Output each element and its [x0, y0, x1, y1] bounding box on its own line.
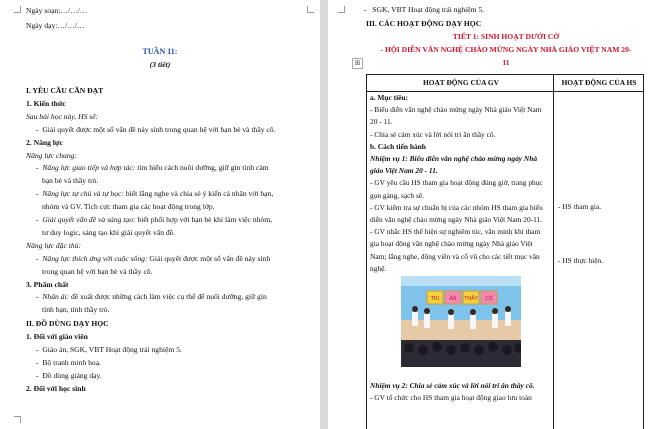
- list-item-text: tìm hiểu cách nuôi dưỡng, giữ gìn tình cảm: [135, 163, 269, 172]
- list-item: - Đồ dùng giảng dạy.: [36, 371, 102, 380]
- list-item-text: Giải quyết được một số vấn đề nảy sinh: [147, 254, 271, 263]
- gv-line: gia hoạt động văn nghệ chào mừng ngày Nhà giáo Việt: [370, 239, 533, 248]
- periods-label: (3 tiết): [149, 60, 171, 69]
- list-item-continuation: trong quan hệ với bạn bè và thầy cô.: [42, 267, 153, 276]
- gv-line: Nam; lắng nghe, động viên và cổ vũ cho các tiết mục văn: [370, 252, 540, 261]
- list-item-text: biết phối hợp với bạn bè khi làm việc nhóm,: [135, 215, 273, 224]
- margin-corner-mark: [14, 6, 21, 13]
- gv-line: - Chia sẻ cảm xúc và lời nói tri ân thầy cô.: [370, 130, 496, 139]
- table-move-handle[interactable]: ⊞: [352, 58, 363, 69]
- gv-line: nghệ.: [370, 264, 387, 273]
- table-header-cell: [367, 75, 554, 92]
- banner-letter: CÔ: [485, 296, 493, 302]
- list-item-lead: Nhân ái:: [42, 292, 70, 301]
- list-item-lead: Năng lực giao tiếp và hợp tác:: [42, 163, 136, 172]
- gv-line: diễn văn nghệ chào mừng ngày Nhà giáo Việt Nam 20-11.: [370, 215, 543, 224]
- gv-line: giáo Việt Nam 20 - 11.: [370, 166, 438, 175]
- top-bullet-text: SGK, VBT Hoạt động trải nghiệm 5.: [372, 5, 485, 14]
- list-item-text: đề xuất được những cách làm việc cụ thể để nuôi dưỡng, giữ gìn: [69, 292, 267, 301]
- gv-line: - GV nhắc HS thể hiện sự nghiêm túc, văn minh khi tham: [370, 227, 541, 236]
- list-item: - Năng lực thích ứng với cuộc sống: Giải quyết được một số vấn đề nảy sinh: [36, 254, 271, 263]
- section-heading: III. CÁC HOẠT ĐỘNG DẠY HỌC: [366, 19, 482, 28]
- list-item: - Giải quyết được một số vấn đề nảy sinh trong quan hệ với bạn bè và thầy cô.: [36, 125, 276, 134]
- list-item-text: biết lắng nghe và chia sẻ ý kiến cá nhân với bạn,: [123, 189, 274, 198]
- italic-label: Năng lực chung:: [26, 151, 77, 160]
- gv-line: - GV tổ chức cho HS tham gia hoạt động giao lưu toàn: [370, 393, 532, 402]
- list-item: - SGK, VBT Hoạt động trải nghiệm 5.: [364, 5, 485, 14]
- list-item: - Nhân ái: đề xuất được những cách làm việc cụ thể để nuôi dưỡng, giữ gìn: [36, 292, 267, 301]
- list-item-continuation: tư duy logic, sáng tạo khi giải quyết vấn đề.: [42, 228, 175, 237]
- header-hs: HOẠT ĐỘNG CỦA HS: [561, 78, 637, 87]
- document-page-right: [328, 0, 650, 429]
- list-item-continuation: tình bạn, tình thầy trò.: [42, 305, 110, 314]
- margin-corner-mark: [14, 416, 21, 423]
- list-item: - Bộ tranh minh hoạ.: [36, 358, 101, 367]
- subsection-heading: 2. Đối với học sinh: [26, 384, 86, 393]
- week-title: TUẦN 11:: [142, 47, 178, 56]
- subsection-heading: 3. Phẩm chất: [26, 280, 69, 289]
- hs-line: - HS thực hiện.: [557, 256, 604, 265]
- hs-line: - HS tham gia.: [557, 202, 602, 211]
- gv-line: Nhiệm vụ 1: Biểu diễn văn nghệ chào mừng ngày Nhà: [370, 154, 538, 163]
- gv-line: a. Mục tiêu:: [370, 93, 408, 102]
- italic-label: Năng lực đặc thù:: [26, 241, 81, 250]
- gv-line: 20 - 11.: [370, 117, 393, 126]
- section-heading: II. ĐỒ DÙNG DẠY HỌC: [26, 319, 109, 328]
- list-item: - Giáo án, SGK, VBT Hoạt động trải nghiệm 5.: [36, 345, 182, 354]
- gv-line: gọn gàng, sạch sẽ.: [370, 191, 424, 200]
- gv-line: - Biểu diễn văn nghệ chào mừng ngày Nhà giáo Việt Nam: [370, 105, 542, 114]
- list-item: - Năng lực giao tiếp và hợp tác: tìm hiểu cách nuôi dưỡng, giữ gìn tình cảm: [36, 163, 269, 172]
- list-item-continuation: nhóm và GV. Tích cực tham gia các hoạt động trong lớp.: [42, 202, 215, 211]
- lesson-title: TIẾT 1: SINH HOẠT DƯỚI CỜ: [452, 32, 560, 41]
- list-item-text: Giáo án, SGK, VBT Hoạt động trải nghiệm 5.: [42, 345, 182, 354]
- gv-line: b. Cách tiến hành: [370, 142, 426, 151]
- activity-table: [366, 74, 644, 429]
- margin-corner-mark: [338, 6, 345, 13]
- list-item-text: Giải quyết được một số vấn đề nảy sinh trong quan hệ với bạn bè và thầy cô.: [42, 125, 276, 134]
- lesson-subtitle: - HỘI DIỄN VĂN NGHỆ CHÀO MỪNG NGÀY NHÀ GIÁO VIỆT NAM 20-: [380, 45, 632, 54]
- italic-label: Sau bài học này, HS sẽ:: [26, 112, 99, 121]
- banner-letter: TRI: [430, 296, 440, 302]
- gv-line: - GV kiểm tra sự chuẩn bị của các nhóm HS tham gia biểu: [370, 203, 543, 212]
- subsection-heading: 2. Năng lực: [26, 138, 63, 147]
- list-item-lead: Năng lực tự chủ và tự học:: [42, 189, 124, 198]
- banner-letter: ÂN: [449, 296, 457, 302]
- banner-letter: THẦY: [464, 296, 478, 302]
- date-taught: Ngày dạy:…/…/…: [26, 21, 85, 30]
- list-item-lead: Năng lực thích ứng với cuộc sống:: [42, 254, 148, 263]
- gv-line: - GV yêu cầu HS tham gia hoạt động đúng giờ, trang phục: [370, 178, 543, 187]
- date-prepared: Ngày soạn:…/…/…: [26, 6, 88, 15]
- list-item: - Năng lực tự chủ và tự học: biết lắng nghe và chia sẻ ý kiến cá nhân với bạn,: [36, 189, 274, 198]
- list-item-text: Bộ tranh minh hoạ.: [42, 358, 101, 367]
- subsection-heading: 1. Đối với giáo viên: [26, 332, 88, 341]
- subsection-heading: 1. Kiến thức: [26, 99, 66, 108]
- table-header-cell: [553, 75, 643, 92]
- list-item: - Giải quyết vấn đề và sáng tạo: biết phối hợp với bạn bè khi làm việc nhóm,: [36, 215, 273, 224]
- margin-corner-mark: [307, 6, 314, 13]
- gv-activity-cell: [367, 92, 554, 429]
- header-gv: HOẠT ĐỘNG CỦA GV: [422, 78, 500, 87]
- performance-photo: [401, 276, 521, 367]
- document-page-left: [0, 0, 320, 429]
- list-item-continuation: bạn bè và thầy trò.: [42, 176, 99, 185]
- list-item-lead: Giải quyết vấn đề và sáng tạo:: [42, 215, 136, 224]
- list-item-text: Đồ dùng giảng dạy.: [42, 371, 102, 380]
- section-heading: I. YÊU CẦU CẦN ĐẠT: [26, 86, 104, 95]
- hs-activity-cell: [553, 92, 643, 429]
- gv-line: Nhiệm vụ 2: Chia sẻ cảm xúc và lời nói tri ân thầy cô.: [370, 381, 535, 390]
- lesson-subtitle-2: 11: [502, 58, 510, 67]
